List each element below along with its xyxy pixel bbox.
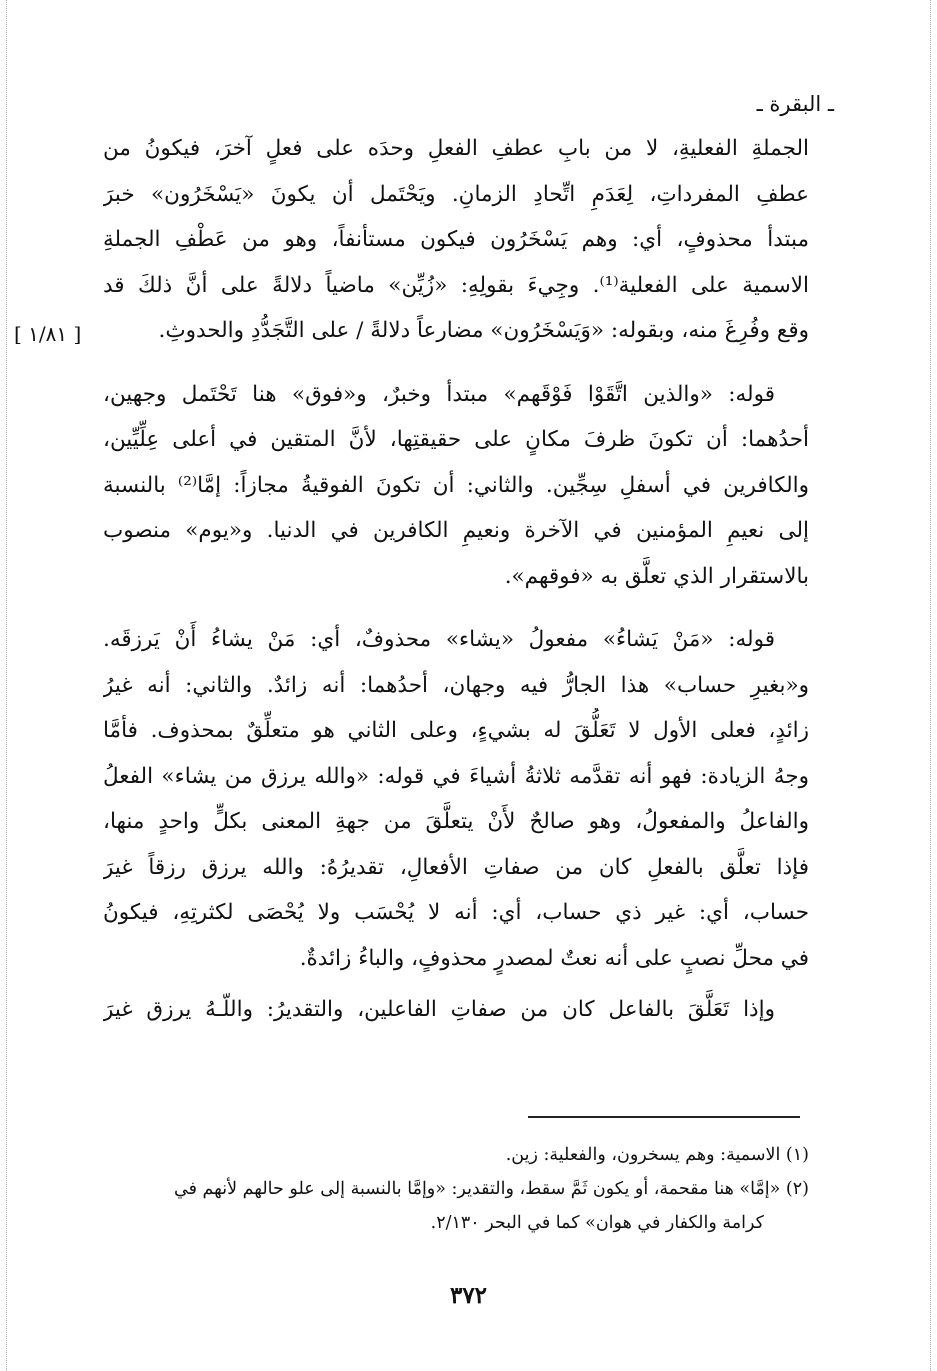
text-line: زائدٍ، فعلى الأول لا تَعَلُّقَ له بشيءٍ، وعلى الثاني هو متعلِّقٌ بمحذوف. فأمَّا bbox=[103, 718, 809, 743]
text-line: حساب، أي: غير ذي حساب، أي: أنه لا يُحْسَب ولا يُحْصَى لكثرتِهِ، فيكونُ bbox=[103, 900, 809, 925]
footnote-2-continued: كرامة والكفار في هوان» كما في البحر ٢/١٣٠. bbox=[430, 1213, 764, 1233]
text-line: عطفِ المفرداتِ، لِعَدَمِ اتِّحادِ الزمانِ. ويَحْتَمل أن يكونَ «يَسْخَرُون» خبرَ bbox=[103, 181, 809, 207]
text-line: في محلِّ نصبٍ على أنه نعتٌ لمصدرٍ محذوفٍ، والباءُ زائدةٌ. bbox=[299, 945, 809, 971]
text-line: قوله: «والذين اتَّقَوْا فَوْقَهم» مبتدأ وخبرٌ، و«فوق» هنا تَحْتَمل وجهين، bbox=[103, 381, 775, 407]
text-line: الاسمية على الفعلية⁽¹⁾. وجِيءَ بقولِهِ: «زُيِّن» ماضياً دلالةً على أنَّ ذلكَ قد bbox=[103, 272, 809, 298]
footnote-2: (٢) «إمَّا» هنا مقحمة، أو يكون ثَمَّ سقط، والتقدير: «وإمَّا بالنسبة إلى علو حالهم لأنهم في bbox=[174, 1179, 809, 1199]
scan-edge-left bbox=[6, 0, 7, 1371]
text-line: مبتدأ محذوفٍ، أي: وهم يَسْخَرُون فيكون مستأنفاً، وهو من عَطْفِ الجملةِ bbox=[103, 227, 809, 252]
text-line: إلى نعيمِ المؤمنين في الآخرة ونعيمِ الكافرين في الدنيا. و«يوم» منصوب bbox=[103, 518, 809, 543]
page-number: ٣٧٢ bbox=[449, 1282, 488, 1309]
footnotes bbox=[103, 1138, 809, 1240]
text-line: والكافرين في أسفلِ سِجِّين. والثاني: أن تكونَ الفوقيةُ مجازاً: إمَّا⁽²⁾ بالنسبة bbox=[103, 472, 809, 498]
text-line: وجهُ الزيادة: فهو أنه تقدَّمه ثلاثةُ أشياءَ في قوله: «والله يرزق من يشاء» الفعلُ bbox=[103, 763, 809, 789]
text-line: قوله: «مَنْ يَشاءُ» مفعولُ «يشاء» محذوفٌ، أي: مَنْ يشاءُ أَنْ يَرزقَه. bbox=[103, 627, 775, 652]
main-text bbox=[103, 126, 809, 1033]
footnote-separator bbox=[528, 1116, 800, 1118]
text-line: وقع وفُرِغَ منه، وبقوله: «وَيَسْخَرُون» مضارعاً دلالةً / على التَّجَدُّدِ والحدوثِ. bbox=[158, 318, 809, 343]
text-line: فإذا تعلَّق بالفعلِ كان من صفاتِ الأفعالِ، تقديرُهُ: والله يرزق رزقاً غيرَ bbox=[103, 854, 809, 880]
manuscript-folio-ref: [ ١/٨١ ] bbox=[14, 322, 82, 346]
text-line: والفاعلُ والمفعولُ، وهو صالحٌ لأَنْ يتعلَّقَ من جهةِ المعنى بكلٍّ واحدٍ منها، bbox=[103, 809, 809, 834]
text-line: وإذا تَعَلَّقَ بالفاعل كان من صفاتِ الفاعلين، والتقديرُ: واللّـهُ يرزق غيرَ bbox=[103, 997, 775, 1022]
scan-edge-right bbox=[930, 0, 931, 1371]
text-line: أحدُهما: أن تكونَ ظرفَ مكانٍ على حقيقتِها، لأنَّ المتقين في أعلى عِلِّيِّين، bbox=[103, 427, 809, 452]
text-line: الجملةِ الفعليةِ، لا من بابِ عطفِ الفعلِ وحدَه على فعلٍ آخرَ، فيكونُ من bbox=[103, 136, 809, 161]
text-line: بالاستقرار الذي تعلَّق به «فوقهم». bbox=[504, 563, 809, 589]
text-line: و«بغيرِ حساب» هذا الجارُّ فيه وجهان، أحدُهما: أنه زائدٌ. والثاني: أنه غيرُ bbox=[103, 672, 809, 698]
running-header: ـ البقرة ـ bbox=[756, 92, 834, 116]
footnote-1: (١) الاسمية: وهم يسخرون، والفعلية: زين. bbox=[505, 1145, 809, 1165]
